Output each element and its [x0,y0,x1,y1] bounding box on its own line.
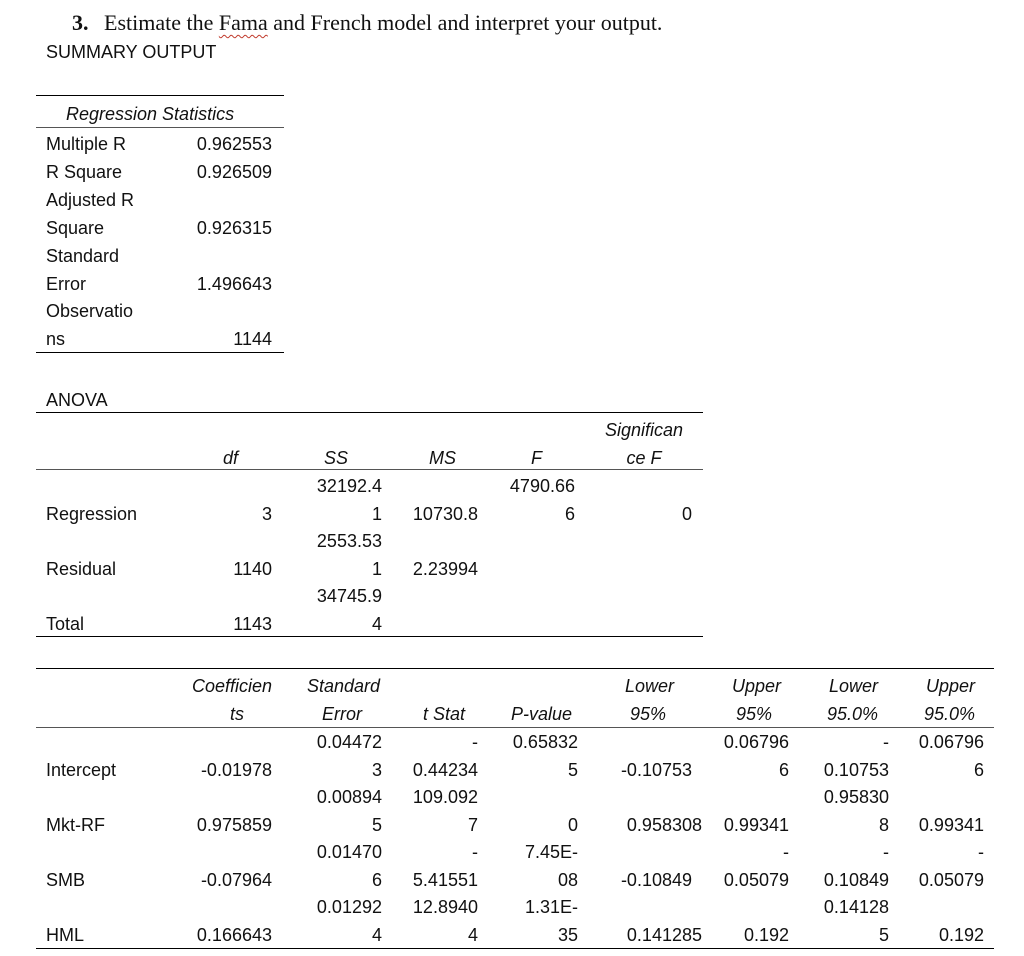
coef-hml-se-line1: 0.01292 [316,897,382,917]
regstats-value-std-error: 1.496643 [196,274,272,294]
coef-intercept-upper95-line1: 0.06796 [723,732,789,752]
anova-header-rule [36,469,703,470]
coef-intercept-se-line2: 3 [371,760,382,780]
coef-smb-p-line1: 7.45E- [524,842,578,862]
anova-regression-ms: 10730.8 [412,504,478,524]
regstats-label-std-error-line1: Standard [46,246,120,266]
anova-regression-ss-line2: 1 [371,504,382,524]
coef-mktrf-p: 0 [567,815,578,835]
coef-hml-lower95: 0.141285 [626,925,702,945]
anova-header-df: df [222,448,238,468]
anova-residual-label: Residual [46,559,117,579]
coef-intercept-label: Intercept [46,760,117,780]
question-number: 3. [72,10,89,35]
coef-hml-coef: 0.166643 [196,925,272,945]
anova-regression-sig: 0 [681,504,692,524]
coef-intercept-se-line1: 0.04472 [316,732,382,752]
coef-intercept-p-line2: 5 [567,760,578,780]
coef-intercept-coef: -0.01978 [200,760,272,780]
question-heading [72,10,662,36]
coef-hml-p-line2: 35 [557,925,578,945]
regstats-label-adjusted-r-line1: Adjusted R [46,190,135,210]
regstats-top-rule [36,95,284,96]
regstats-label-adjusted-r-line2: Square [46,218,105,238]
coef-smb-p-line2: 08 [557,870,578,890]
anova-header-ms: MS [429,448,456,468]
regstats-bottom-rule [36,352,284,353]
coef-mktrf-t-line2: 7 [467,815,478,835]
coef-header-lower95-line1: Lower [624,676,674,696]
anova-regression-df: 3 [261,504,272,524]
coef-smb-se-line2: 6 [371,870,382,890]
coef-header-upper95-line1: Upper [731,676,781,696]
anova-header-ss: SS [323,448,348,468]
anova-top-rule [36,412,703,413]
anova-regression-f-line1: 4790.66 [509,476,575,496]
regstats-label-observations-line1: Observatio [46,301,134,321]
coef-hml-upper95: 0.192 [743,925,789,945]
coef-intercept-lower950-line1: - [883,732,889,752]
coef-header-upper950-line1: Upper [925,676,975,696]
coef-mktrf-upper95: 0.99341 [723,815,789,835]
anova-total-ss-line1: 34745.9 [316,586,382,606]
anova-residual-df: 1140 [233,559,272,579]
anova-header-sig-line2: ce F [626,448,662,468]
coef-intercept-upper950-line1: 0.06796 [918,732,984,752]
coef-hml-lower950-line1: 0.14128 [823,897,889,917]
coef-smb-t-line1: - [472,842,478,862]
regstats-value-observations: 1144 [233,329,272,349]
coef-mktrf-label: Mkt-RF [46,815,105,835]
regstats-value-r-square: 0.926509 [196,162,272,182]
coef-intercept-t-line1: - [472,732,478,752]
coef-header-se-line2: Error [322,704,362,724]
anova-residual-ss-line1: 2553.53 [316,531,382,551]
question-underlined-word: Fama [218,10,268,35]
regstats-value-adjusted-r: 0.926315 [196,218,272,238]
regstats-value-multiple-r: 0.962553 [196,134,272,154]
regstats-title: Regression Statistics [66,104,235,124]
question-text-start: Estimate the [104,10,214,35]
coef-header-upper95-line2: 95% [735,704,772,724]
coef-smb-lower950-line2: 0.10849 [823,870,889,890]
coef-header-lower950-line2: 95.0% [826,704,878,724]
coef-mktrf-t-line1: 109.092 [412,787,478,807]
regstats-header-rule [36,127,284,128]
coef-smb-upper95-line2: 0.05079 [723,870,789,890]
coef-smb-label: SMB [46,870,86,890]
coef-header-coef-line2: ts [229,704,244,724]
coef-hml-se-line2: 4 [371,925,382,945]
coef-intercept-upper95-line2: 6 [778,760,789,780]
coef-intercept-lower950-line2: 0.10753 [823,760,889,780]
anova-regression-ss-line1: 32192.4 [316,476,382,496]
summary-output-title: SUMMARY OUTPUT [46,42,217,62]
coef-header-lower950-line1: Lower [828,676,878,696]
anova-residual-ss-line2: 1 [371,559,382,579]
coef-smb-lower950-line1: - [883,842,889,862]
coef-intercept-t-line2: 0.44234 [412,760,478,780]
coef-header-pvalue: P-value [510,704,572,724]
anova-bottom-rule [36,636,703,637]
regstats-label-observations-line2: ns [46,329,66,349]
anova-header-sig-line1: Significan [604,420,684,440]
regstats-label-std-error-line2: Error [46,274,86,294]
coef-intercept-upper950-line2: 6 [973,760,984,780]
coef-mktrf-upper950: 0.99341 [918,815,984,835]
coef-bottom-rule [36,948,994,949]
coef-hml-t-line1: 12.8940 [412,897,478,917]
coef-intercept-p-line1: 0.65832 [512,732,578,752]
regstats-label-multiple-r: Multiple R [46,134,127,154]
coef-smb-lower95: -0.10849 [620,870,692,890]
regstats-label-r-square: R Square [46,162,123,182]
coef-smb-upper950-line2: 0.05079 [918,870,984,890]
coef-header-se-line1: Standard [306,676,380,696]
coef-hml-upper950: 0.192 [938,925,984,945]
anova-total-label: Total [46,614,85,634]
coef-mktrf-se-line2: 5 [371,815,382,835]
anova-title: ANOVA [46,390,108,410]
anova-residual-ms: 2.23994 [412,559,478,579]
anova-regression-label: Regression [46,504,138,524]
anova-total-df: 1143 [233,614,272,634]
anova-total-ss-line2: 4 [371,614,382,634]
question-text-end: and French model and interpret your output. [273,10,663,35]
coef-hml-t-line2: 4 [467,925,478,945]
coef-mktrf-se-line1: 0.00894 [316,787,382,807]
coef-mktrf-lower950-line2: 8 [878,815,889,835]
coef-hml-p-line1: 1.31E- [524,897,578,917]
coef-smb-upper95-line1: - [783,842,789,862]
coef-smb-se-line1: 0.01470 [316,842,382,862]
coef-hml-lower950-line2: 5 [878,925,889,945]
coef-header-lower95-line2: 95% [629,704,666,724]
coef-hml-label: HML [46,925,85,945]
coef-top-rule [36,668,994,669]
coef-header-tstat: t Stat [422,704,465,724]
coef-mktrf-lower950-line1: 0.95830 [823,787,889,807]
coef-smb-coef: -0.07964 [200,870,272,890]
anova-header-f: F [531,448,542,468]
coef-mktrf-lower95: 0.958308 [626,815,702,835]
anova-regression-f-line2: 6 [564,504,575,524]
coef-header-coef-line1: Coefficien [191,676,272,696]
coef-header-upper950-line2: 95.0% [923,704,975,724]
coef-smb-upper950-line1: - [978,842,984,862]
coef-mktrf-coef: 0.975859 [196,815,272,835]
coef-smb-t-line2: 5.41551 [412,870,478,890]
coef-intercept-lower95: -0.10753 [620,760,692,780]
